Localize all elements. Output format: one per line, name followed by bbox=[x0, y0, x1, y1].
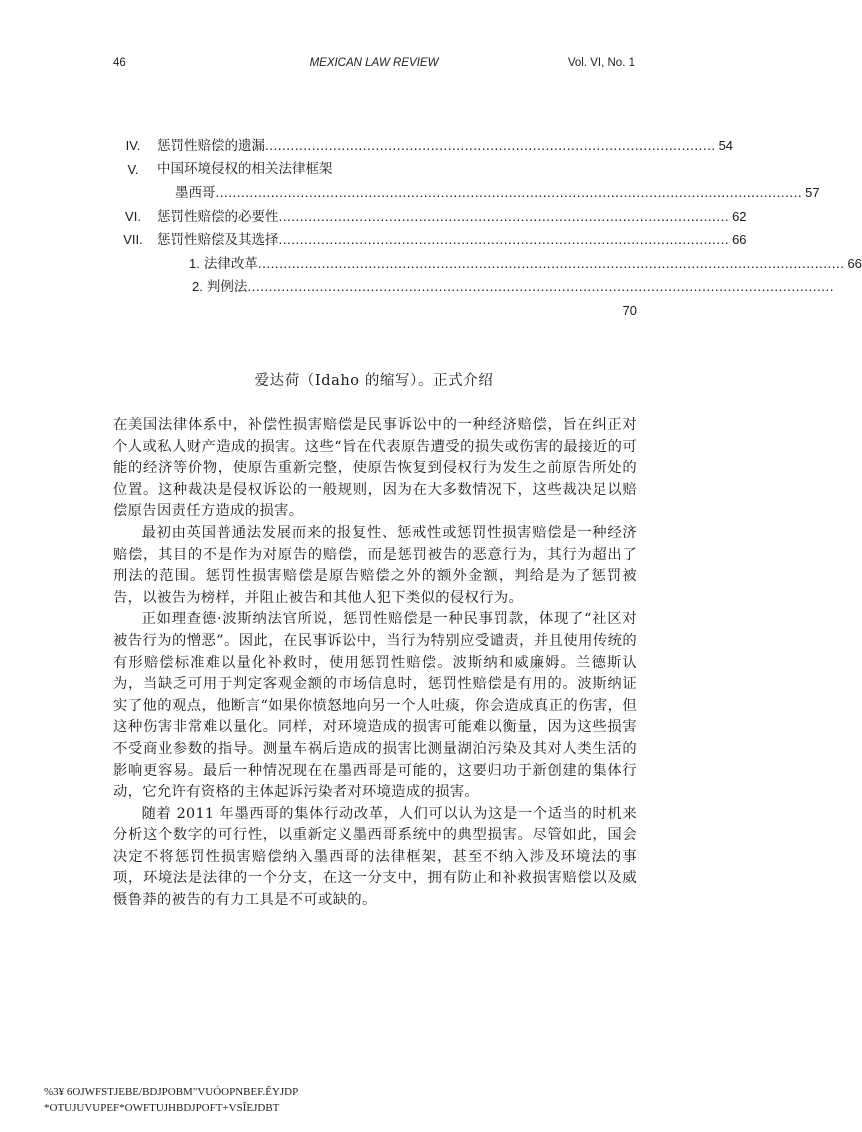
footer-line: %3¥ 6OJWFSTJEBE/BDJPOBM"VUÓOPNBEF.ÊYJDP bbox=[44, 1086, 299, 1098]
toc-entry-vi[interactable] bbox=[113, 205, 747, 229]
toc-title: 惩罚性赔偿的必要性 bbox=[157, 208, 279, 225]
paragraph: 随着 2011 年墨西哥的集体行动改革，人们可以认为这是一个适当的时机来分析这个数字的可行性，以重新定义墨西哥系统中的典型损害。尽管如此，国会决定不将惩罚性损害赔偿纳入墨西哥的法律框架，甚至不纳入涉及环境法的事项，环境法是法律的一个分支，在这一分支中，拥有防止和补救损害赔偿以及威慑鲁莽的被告的有力工具是不可或缺的。 bbox=[113, 805, 637, 909]
toc-subnumber: 1. bbox=[189, 255, 200, 271]
page-footer bbox=[44, 1084, 298, 1116]
leader-dots: .......................................................................................................... bbox=[278, 232, 730, 247]
leader-dots: .......................................................................................................................................... bbox=[247, 279, 834, 294]
running-header bbox=[113, 57, 635, 75]
toc-title-continuation: 墨西哥 bbox=[175, 185, 216, 201]
table-of-contents bbox=[113, 134, 862, 322]
toc-page: 66 bbox=[732, 232, 747, 247]
toc-page: 57 bbox=[805, 185, 820, 200]
leader-dots: .......................................................................................................... bbox=[265, 138, 716, 153]
paragraph: 最初由英国普通法发展而来的报复性、惩戒性或惩罚性损害赔偿是一种经济赔偿，其目的不是作为对原告的赔偿，而是惩罚被告的恶意行为，其行为超出了刑法的范围。惩罚性损害赔偿是原告赔偿之外的额外金额，判给是为了惩罚被告，以被告为榜样，并阻止被告和其他人犯下类似的侵权行为。 bbox=[113, 524, 637, 606]
toc-number: VI. bbox=[125, 208, 141, 224]
toc-entry-vii[interactable] bbox=[113, 228, 747, 252]
section-heading: 爱达荷（Idaho 的缩写）。正式介绍 bbox=[254, 373, 494, 389]
toc-entry-v-continued[interactable] bbox=[113, 181, 820, 205]
leader-dots: .......................................................................................................................................... bbox=[215, 185, 803, 200]
toc-title: 惩罚性赔偿及其选择 bbox=[157, 232, 279, 248]
volume-issue: Vol. VI, No. 1 bbox=[567, 57, 635, 69]
body-text bbox=[113, 415, 637, 912]
leader-dots: .......................................................................................................................................... bbox=[257, 255, 845, 271]
toc-title: 判例法 bbox=[206, 279, 248, 295]
toc-page: 66 bbox=[847, 255, 862, 271]
paragraph: 在美国法律体系中，补偿性损害赔偿是民事诉讼中的一种经济赔偿，旨在纠正对个人或私人财产造成的损害。这些“旨在代表原告遭受的损失或伤害的最接近的可能的经济等价物，使原告重新完整，使原告恢复到侵权行为发生之前原告所处的位置。这种裁决是侵权诉讼的一般规则，因为在大多数情况下，这些裁决足以赔偿原告因责任方造成的损害。 bbox=[113, 417, 637, 520]
toc-title: 中国环境侵权的相关法律框架 bbox=[157, 160, 333, 177]
leader-dots: .......................................................................................................... bbox=[278, 208, 730, 224]
toc-page: 70 bbox=[622, 302, 637, 318]
journal-title: MEXICAN LAW REVIEW bbox=[309, 57, 439, 69]
toc-subnumber: 2. bbox=[192, 279, 203, 294]
toc-subentry-1[interactable] bbox=[113, 252, 862, 276]
toc-subentry-2-page bbox=[113, 299, 637, 323]
toc-subentry-2[interactable] bbox=[113, 275, 834, 299]
toc-entry-iv[interactable] bbox=[113, 134, 734, 158]
toc-title: 法律改革 bbox=[203, 255, 258, 272]
paragraph: 正如理查德·波斯纳法官所说，惩罚性赔偿是一种民事罚款，体现了“社区对被告行为的憎恶”。因此，在民事诉讼中，当行为特别应受谴责，并且使用传统的有形赔偿标准难以量化补救时，使用惩罚性赔偿。波斯纳和威廉姆。兰德斯认为，当缺乏可用于判定客观金额的市场信息时，惩罚性赔偿是有用的。波斯纳证实了他的观点，他断言“如果你愤怒地向另一个人吐痰，你会造成真正的伤害，但这种伤害非常难以量化。同样，对环境造成的损害可能难以衡量，因为这些损害不受商业参数的指导。测量车祸后造成的损害比测量湖泊污染及其对人类生活的影响更容易。最后一种情况现在在墨西哥是可能的，这要归功于新创建的集体行动，它允许有资格的主体起诉污染者对环境造成的损害。 bbox=[113, 611, 637, 801]
toc-number: V. bbox=[127, 161, 139, 177]
toc-page: 62 bbox=[732, 208, 747, 224]
footer-line: *OTUJUVUPEF*OWFTUJHBDJPOFT+VSÎEJDBT bbox=[44, 1102, 280, 1114]
page-number: 46 bbox=[113, 57, 126, 69]
toc-entry-v[interactable] bbox=[113, 158, 637, 182]
toc-number: VII. bbox=[123, 232, 143, 247]
toc-page: 54 bbox=[718, 138, 734, 153]
toc-number: IV. bbox=[125, 138, 141, 153]
toc-title: 惩罚性赔偿的遗漏 bbox=[157, 138, 265, 154]
